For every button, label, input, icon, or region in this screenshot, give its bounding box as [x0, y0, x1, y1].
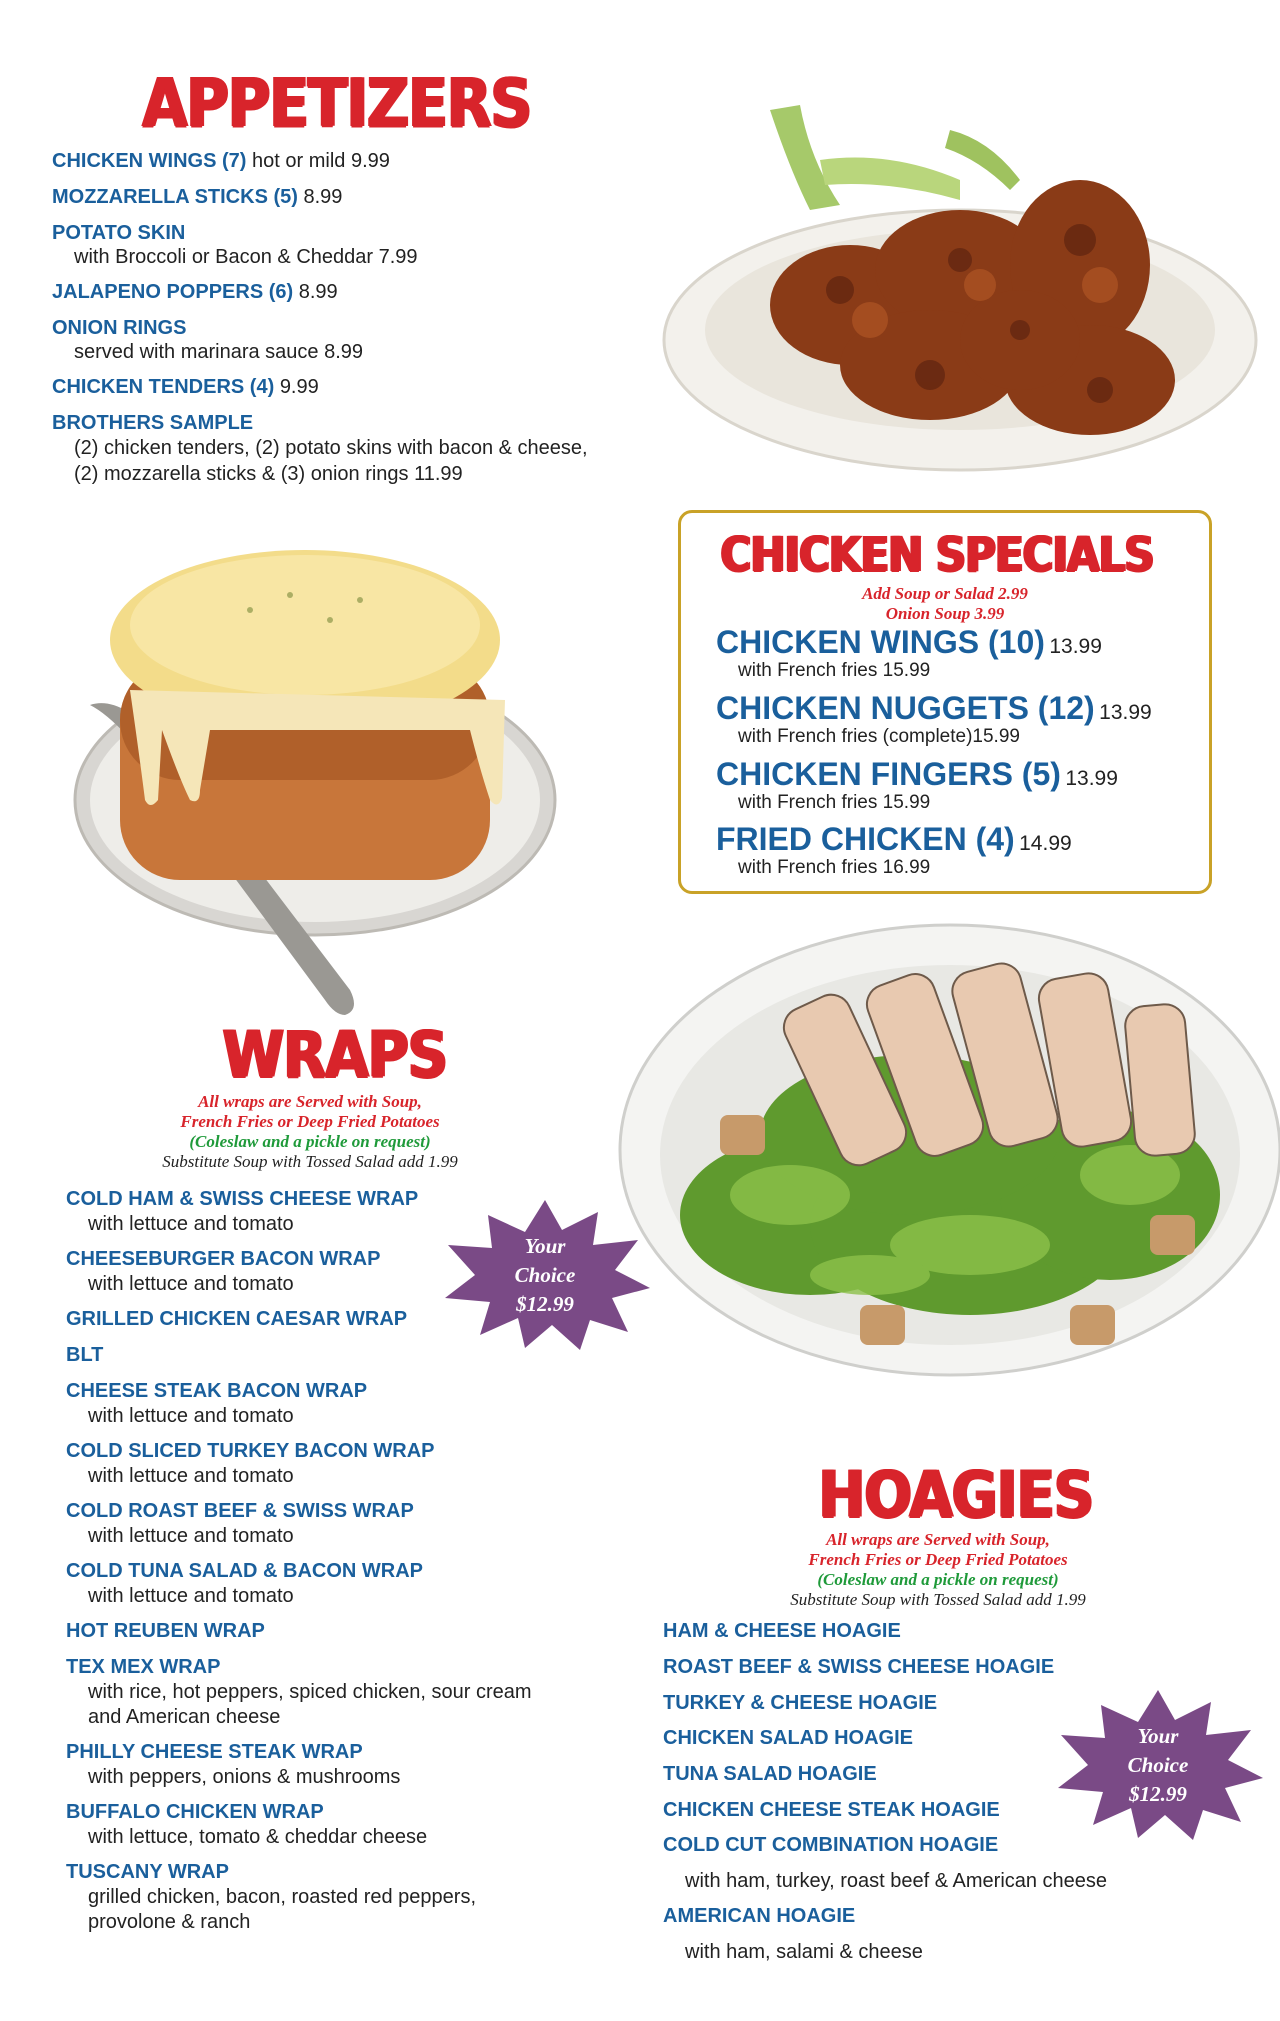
item-description: with lettuce and tomato: [88, 1405, 294, 1427]
menu-item: BLT: [66, 1344, 104, 1366]
wraps-heading: WRAPS: [222, 1018, 447, 1093]
menu-item: JALAPENO POPPERS (6) 8.99: [52, 281, 338, 303]
item-description: served with marinara sauce 8.99: [74, 341, 364, 363]
menu-item: CHEESEBURGER BACON WRAP: [66, 1248, 381, 1270]
chicken-caesar-salad-photo: [610, 915, 1280, 1385]
menu-item: COLD ROAST BEEF & SWISS WRAP: [66, 1500, 414, 1522]
item-description: (2) chicken tenders, (2) potato skins with bacon & cheese,: [74, 437, 588, 459]
special-item: CHICKEN FINGERS (5) 13.99: [716, 756, 1118, 792]
item-description: with rice, hot peppers, spiced chicken, sour cream: [88, 1681, 532, 1703]
menu-item: TURKEY & CHEESE HOAGIE: [663, 1692, 938, 1714]
chicken-wings-photo: [660, 90, 1260, 480]
hoagies-notes: All wraps are Served with Soup, French Fries or Deep Fried Potatoes (Coleslaw and a pickle on request) Substitute Soup with Tossed Salad add 1.99: [790, 1530, 1086, 1609]
special-item: CHICKEN WINGS (10) 13.99: [716, 624, 1102, 660]
menu-item: GRILLED CHICKEN CAESAR WRAP: [66, 1308, 408, 1330]
menu-item: BROTHERS SAMPLE: [52, 412, 254, 434]
menu-item: ONION RINGS: [52, 317, 187, 339]
item-description: with peppers, onions & mushrooms: [88, 1766, 401, 1788]
menu-item: TEX MEX WRAP: [66, 1656, 221, 1678]
item-description: with lettuce and tomato: [88, 1525, 294, 1547]
menu-item: CHEESE STEAK BACON WRAP: [66, 1380, 368, 1402]
item-description: and American cheese: [88, 1706, 281, 1728]
menu-item: ROAST BEEF & SWISS CHEESE HOAGIE: [663, 1656, 1055, 1678]
special-sub: with French fries 16.99: [738, 857, 931, 878]
item-description: with lettuce and tomato: [88, 1585, 294, 1607]
hoagies-heading: HOAGIES: [818, 1458, 1093, 1533]
appetizers-heading: APPETIZERS: [142, 64, 531, 143]
menu-item: COLD HAM & SWISS CHEESE WRAP: [66, 1188, 419, 1210]
item-description: with lettuce and tomato: [88, 1273, 294, 1295]
item-description: with Broccoli or Bacon & Cheddar 7.99: [74, 246, 418, 268]
menu-item: TUNA SALAD HOAGIE: [663, 1763, 877, 1785]
special-sub: with French fries 15.99: [738, 660, 931, 681]
menu-item: HAM & CHEESE HOAGIE: [663, 1620, 901, 1642]
special-item: CHICKEN NUGGETS (12) 13.99: [716, 690, 1152, 726]
item-description: with ham, salami & cheese: [685, 1941, 923, 1963]
special-sub: with French fries 15.99: [738, 792, 931, 813]
special-sub: with French fries (complete)15.99: [738, 726, 1020, 747]
menu-item: POTATO SKIN: [52, 222, 186, 244]
menu-item: CHICKEN TENDERS (4) 9.99: [52, 376, 319, 398]
your-choice-badge: Your Choice $12.99: [1053, 1690, 1263, 1840]
menu-item: COLD CUT COMBINATION HOAGIE: [663, 1834, 999, 1856]
menu-item: CHICKEN WINGS (7) hot or mild 9.99: [52, 150, 390, 172]
item-description: with lettuce and tomato: [88, 1213, 294, 1235]
your-choice-badge: Your Choice $12.99: [440, 1200, 650, 1350]
menu-item: MOZZARELLA STICKS (5) 8.99: [52, 186, 343, 208]
item-description: with lettuce and tomato: [88, 1465, 294, 1487]
menu-item: CHICKEN CHEESE STEAK HOAGIE: [663, 1799, 1000, 1821]
menu-item: COLD SLICED TURKEY BACON WRAP: [66, 1440, 435, 1462]
item-description: grilled chicken, bacon, roasted red peppers,: [88, 1886, 477, 1908]
menu-item: HOT REUBEN WRAP: [66, 1620, 265, 1642]
item-description: with ham, turkey, roast beef & American cheese: [685, 1870, 1108, 1892]
chicken-specials-heading: CHICKEN SPECIALS: [720, 526, 1154, 583]
onion-soup-photo: [50, 500, 610, 1020]
item-description: provolone & ranch: [88, 1911, 251, 1933]
menu-item: BUFFALO CHICKEN WRAP: [66, 1801, 324, 1823]
chicken-specials-notes: Add Soup or Salad 2.99 Onion Soup 3.99: [862, 584, 1028, 623]
special-item: FRIED CHICKEN (4) 14.99: [716, 821, 1072, 857]
item-description: with lettuce, tomato & cheddar cheese: [88, 1826, 428, 1848]
menu-item: PHILLY CHEESE STEAK WRAP: [66, 1741, 363, 1763]
item-description: (2) mozzarella sticks & (3) onion rings 11.99: [74, 463, 463, 485]
menu-item: AMERICAN HOAGIE: [663, 1905, 856, 1927]
menu-item: TUSCANY WRAP: [66, 1861, 229, 1883]
wraps-notes: All wraps are Served with Soup, French Fries or Deep Fried Potatoes (Coleslaw and a pickle on request) Substitute Soup with Tossed Salad add 1.99: [162, 1092, 458, 1171]
menu-item: CHICKEN SALAD HOAGIE: [663, 1727, 914, 1749]
menu-item: COLD TUNA SALAD & BACON WRAP: [66, 1560, 424, 1582]
